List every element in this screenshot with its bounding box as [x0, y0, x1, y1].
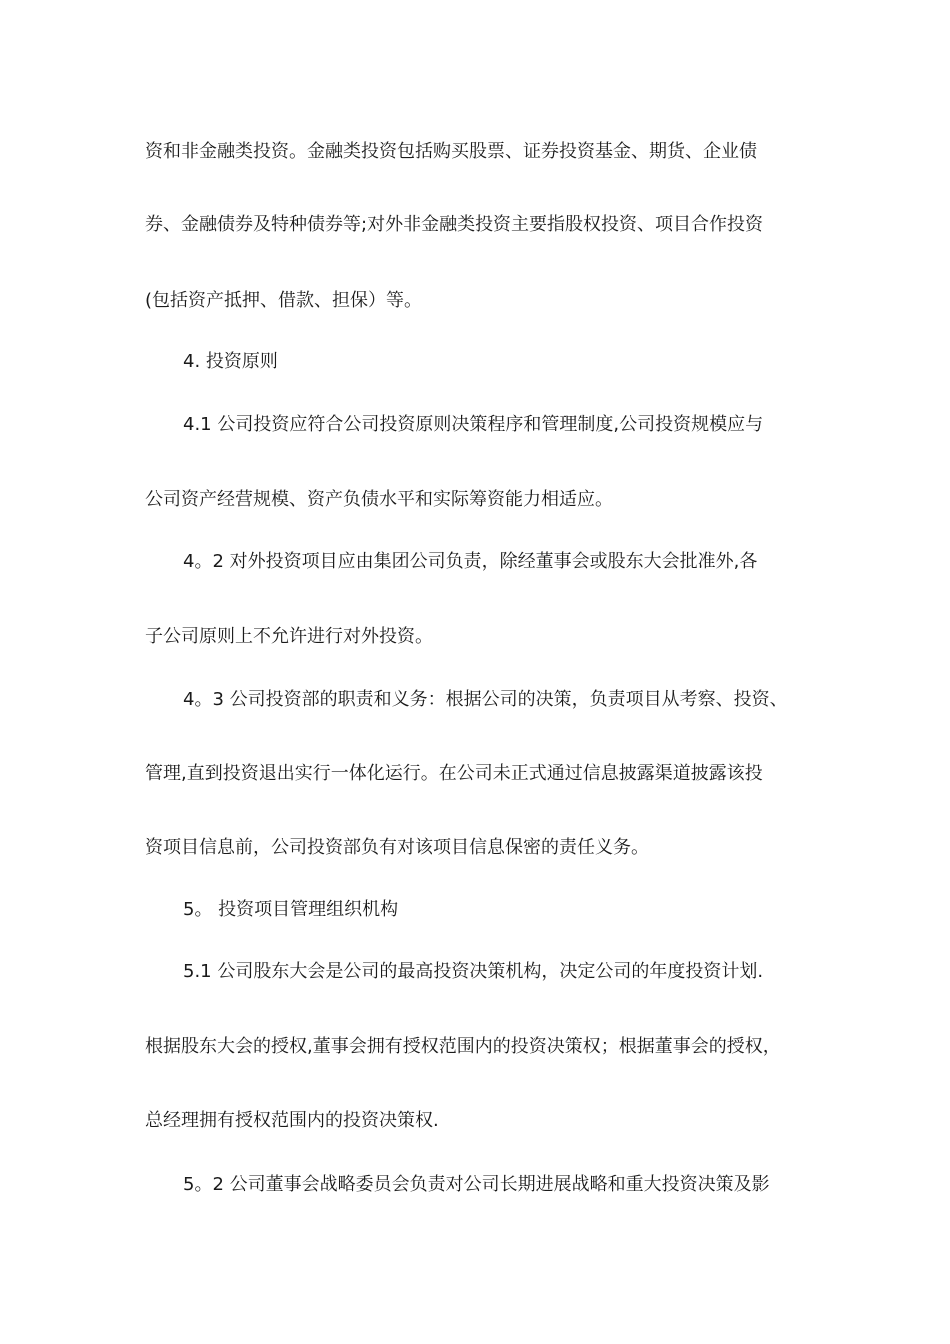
paragraph-line: 管理,直到投资退出实行一体化运行。在公司未正式通过信息披露渠道披露该投 — [145, 763, 763, 784]
paragraph-line: 总经理拥有授权范围内的投资决策权. — [145, 1110, 439, 1131]
section-heading: 4. 投资原则 — [183, 351, 278, 372]
paragraph-line: (包括资产抵押、借款、担保）等。 — [145, 290, 423, 311]
paragraph-line: 4。3 公司投资部的职责和义务：根据公司的决策，负责项目从考察、投资、 — [183, 689, 788, 710]
paragraph-line: 4.1 公司投资应符合公司投资原则决策程序和管理制度,公司投资规模应与 — [183, 414, 764, 435]
section-heading: 5。 投资项目管理组织机构 — [183, 899, 399, 920]
paragraph-line: 5。2 公司董事会战略委员会负责对公司长期进展战略和重大投资决策及影 — [183, 1174, 770, 1195]
paragraph-line: 资和非金融类投资。金融类投资包括购买股票、证券投资基金、期货、企业债 — [145, 141, 757, 162]
paragraph-line: 根据股东大会的授权,董事会拥有授权范围内的投资决策权；根据董事会的授权， — [145, 1036, 781, 1057]
paragraph-line: 5.1 公司股东大会是公司的最高投资决策机构，决定公司的年度投资计划. — [183, 961, 764, 982]
paragraph-line: 公司资产经营规模、资产负债水平和实际筹资能力相适应。 — [145, 489, 613, 510]
paragraph-line: 券、金融债券及特种债券等;对外非金融类投资主要指股权投资、项目合作投资 — [145, 214, 764, 235]
paragraph-line: 4。2 对外投资项目应由集团公司负责，除经董事会或股东大会批准外,各 — [183, 551, 758, 572]
paragraph-line: 子公司原则上不允许进行对外投资。 — [145, 626, 433, 647]
paragraph-line: 资项目信息前，公司投资部负有对该项目信息保密的责任义务。 — [145, 837, 649, 858]
